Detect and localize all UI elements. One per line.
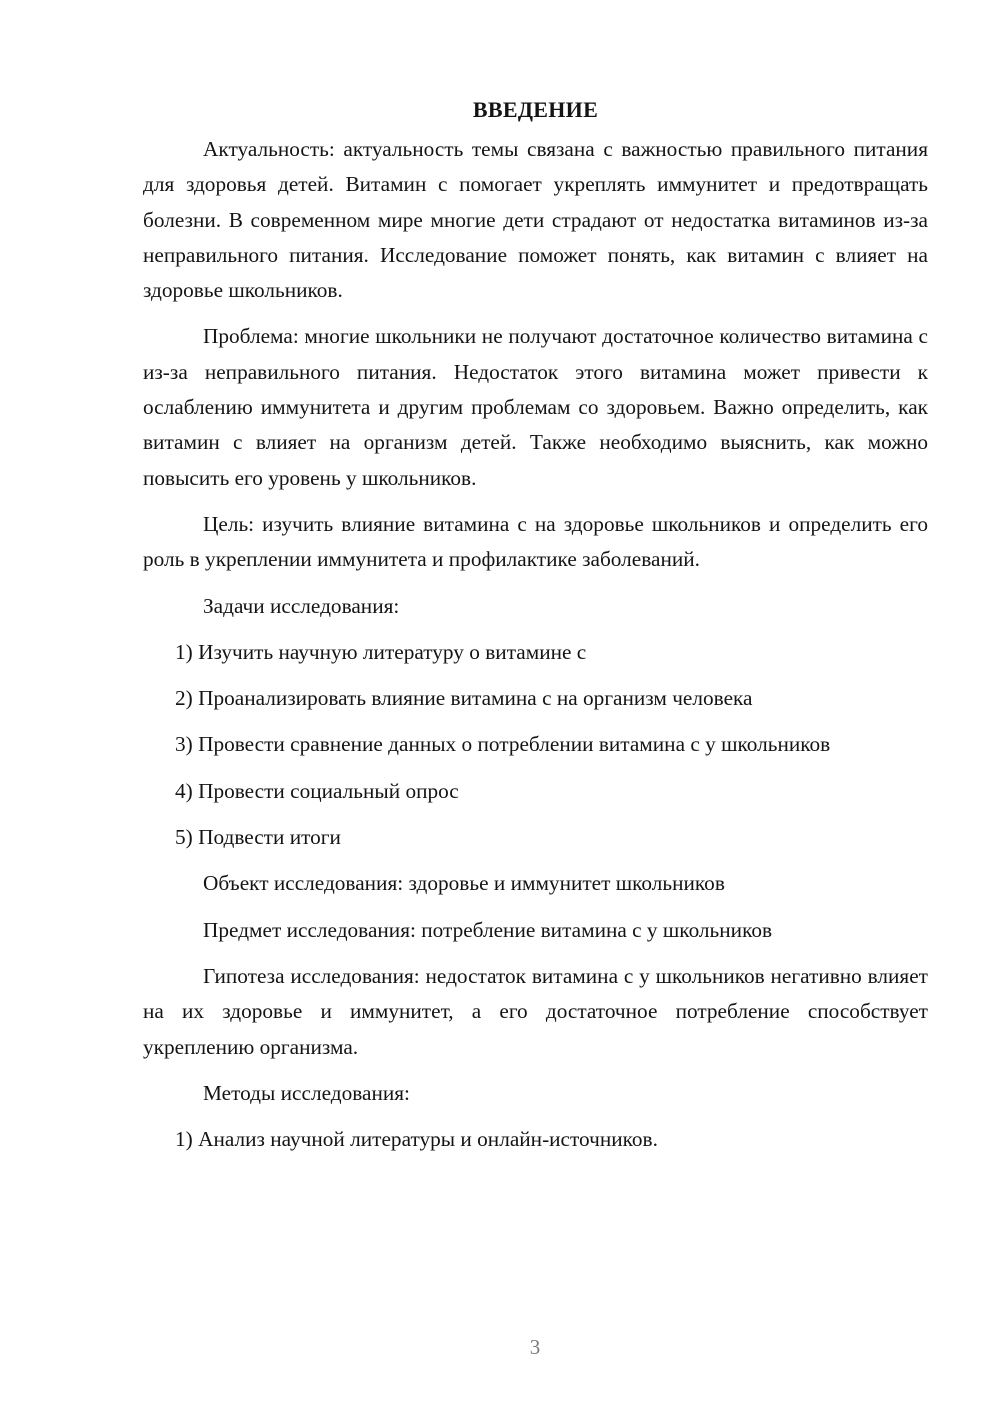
methods-heading: Методы исследования: (203, 1080, 410, 1105)
task-item-3: 3) Провести сравнение данных о потреблении витамина с у школьников (175, 732, 831, 757)
tasks-heading: Задачи исследования: (203, 593, 400, 618)
task-item-4: 4) Провести социальный опрос (175, 778, 459, 803)
relevance-paragraph: Актуальность: актуальность темы связана с важностью правильного питания для здоровья детей. Витамин с помогает укреплять иммунитет и предотвращать болезни. В современном мире многие дети страдают от недостатка витаминов из-за неправильного питания. Исследование поможет понять, как витамин с влияет на здоровье школьников. (143, 137, 928, 303)
research-object: Объект исследования: здоровье и иммунитет школьников (203, 871, 725, 896)
document-page (143, 92, 928, 1168)
section-title: ВВЕДЕНИЕ (472, 97, 599, 122)
task-item-5: 5) Подвести итоги (175, 825, 341, 850)
goal-paragraph: Цель: изучить влияние витамина с на здоровье школьников и определить его роль в укреплении иммунитета и профилактике заболеваний. (143, 511, 928, 572)
hypothesis-paragraph: Гипотеза исследования: недостаток витамина с у школьников негативно влияет на их здоровье и иммунитет, а его достаточное потребление способствует укреплению организма. (143, 963, 928, 1059)
research-subject: Предмет исследования: потребление витамина с у школьников (203, 917, 773, 942)
task-item-1: 1) Изучить научную литературу о витамине с (175, 639, 587, 664)
method-item-1: 1) Анализ научной литературы и онлайн-источников. (175, 1127, 658, 1152)
page-number: 3 (529, 1335, 541, 1359)
task-item-2: 2) Проанализировать влияние витамина с на организм человека (175, 686, 753, 711)
problem-paragraph: Проблема: многие школьники не получают достаточное количество витамина с из-за неправильного питания. Недостаток этого витамина может привести к ослаблению иммунитета и другим проблемам со здоровьем. Важно определить, как витамин с влияет на организм детей. Также необходимо выяснить, как можно повысить его уровень у школьников. (143, 324, 928, 490)
